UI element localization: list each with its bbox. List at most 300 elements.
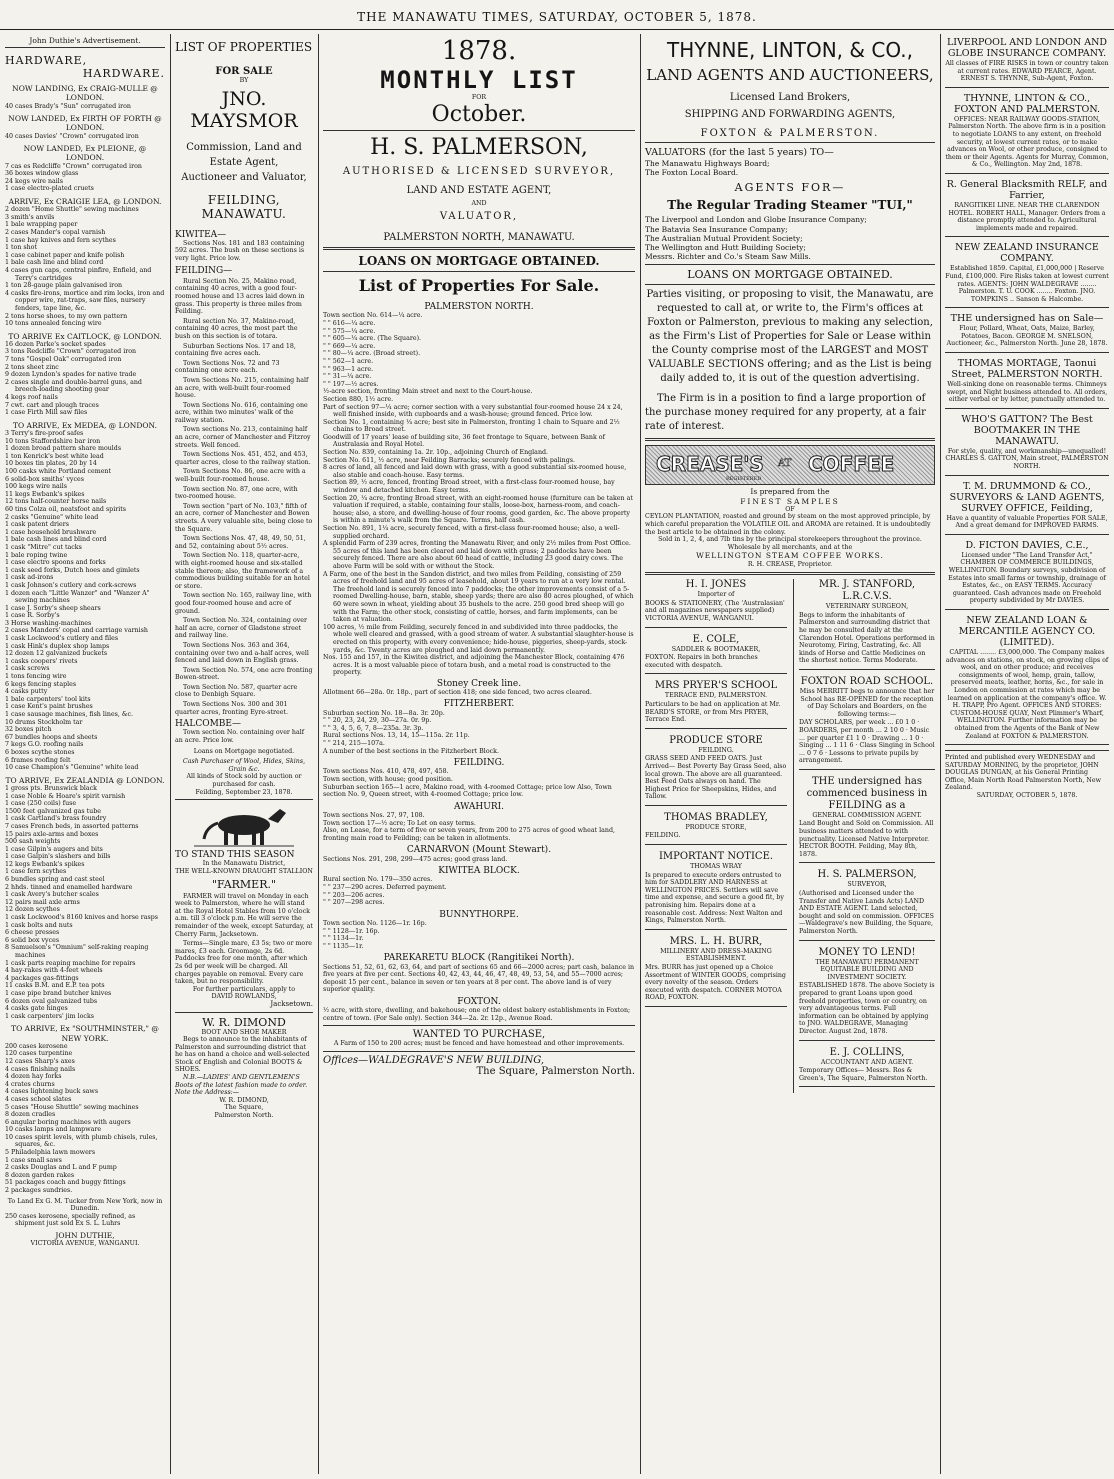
right-ads-column [940, 34, 1114, 1474]
shipment-item: 12 tons half-counter horse nails [5, 498, 107, 506]
printed-by: Printed and published every WEDNESDAY and SATURDAY MORNING, by the proprietor, JOHN DOUGLAS DUNGAN, at his General Printing Office, Main North Road Palmerston North, New Zealand. [945, 754, 1101, 792]
pn-property-item: ½-acre section, fronting Main street and next to the Court-house. [323, 388, 533, 396]
right-ad-body: CAPITAL ........ £3,000,000. The Company makes advances on stations, on stock, on growing clips of wool, and on other produce; and receives consignments of wool, hemp, grain, tallow, preserved meats, leather, horns, &c., for sale in London on commission at rates which may be learned on application at the company's office. W. H. TRAPP, Pro Agent. OFFICES AND STORES: CUSTOM-HOUSE QUAY, Next Plimmer's Wharf, WELLINGTON. Further information may be obtained from the Agents of the Bank of New Zealand at FOXTON & PALMERSTON. [945, 648, 1109, 740]
duthie-column [0, 34, 170, 1474]
stand-heading: TO STAND THIS SEASON [175, 850, 295, 861]
fitz-line: Rural sections Nos. 13, 14, 15—115a. 2r. 11p. [323, 732, 470, 740]
shipment-item: 4 cases school slates [5, 1095, 72, 1103]
shipment-item: 16 dozen Parke's socket spades [5, 340, 106, 348]
shipment-item: 1 case R. Sorby's [5, 612, 60, 620]
maysmor-line-1: Commission, Land and [186, 141, 302, 153]
stand-sub: In the Manawatu District, [202, 860, 286, 868]
shipment-item: 7 cases French beds, in assorted patterns [5, 822, 139, 830]
pn-section-line: " " 963—1 acre. [323, 365, 374, 373]
pn-property-item: Section No. 839, containing 1a. 2r. 10p., adjoining Church of England. [323, 449, 549, 457]
shipment-item: 6 frames roofing felt [5, 756, 71, 764]
farmer-name: "FARMER." [211, 877, 277, 891]
palmerson-title: AUTHORISED & LICENSED SURVEYOR, [342, 165, 616, 177]
kiwitea-block-line: " " 237—290 acres. Deferred payment. [323, 884, 447, 891]
feilding-item: Town sections No. 213, containing half an acre, corner of Manchester and Fitzroy streets. Well fenced. [175, 426, 311, 449]
shipment-item: 1 case Noble & Hoare's spirit varnish [5, 792, 126, 800]
for-label: FOR [471, 94, 487, 101]
shipment-item: 7 tons "Gospel Oak" corrugated iron [5, 356, 122, 364]
shipment-item: 6 solid box vyces [5, 936, 60, 944]
agent-2: The Batavia Sea Insurance Company; [645, 224, 788, 234]
pn-property-item: A Farm, one of the best in the Sandon district, and two miles from Feilding, consisting of 259 acres of freehold land and 95 acres of leasehold, about 19 years to run at a very low rental. The freehold land is securely fenced into 7 paddocks; the other improvements consist of a 5-roomed Dwelling-house, barn, stable, sheep yards; there are also 80 acres ploughed, of which 60 were sown in wheat, yielding about 35 bushels to the acre. 250 good bred sheep will go with the Farm; the other stock, consisting of cattle, horses, and farm implements, can be taken at valuation. [323, 570, 634, 624]
shipment-item: 10 case Champion's "Genuine" white lead [5, 764, 139, 772]
shipment-item: 3 Horse washing-machines [5, 619, 92, 627]
awahuri-line: Also, on Lease, for a term of five or seven years, from 200 to 275 acres of good wheat land, fronting main road to Feilding; can be taken in allotments. [323, 827, 615, 842]
small-ad-heading: H. S. PALMERSON, [817, 869, 917, 881]
for-sale: FOR SALE [215, 66, 273, 77]
pn-property-item: Goodwill of 17 years' lease of building site, 36 feet frontage to Square, between Bank of Australasia and Royal Hotel. [323, 433, 605, 449]
awahuri-list [323, 812, 635, 842]
small-ad-sub: SADDLER & BOOTMAKER, [671, 645, 761, 653]
carnarvon-heading: CARNARVON (Mount Stewart). [406, 845, 552, 856]
thynne-parties: Parties visiting, or proposing to visit, the Manawatu, are requested to call at, or write to, the Firm's offices at Foxton or Palmerston, previous to making any selection, as the Firm's List of Properties for Sale or Lease within the County comprise most of the LARGEST and MOST VALUABLE SECTIONS offering; and as the List is being daily added to, it is out of the question advertising. [646, 289, 934, 385]
shipment-item: 2 cases single and double-barrel guns, and breech-loading shooting gear [5, 378, 142, 394]
small-ad [645, 579, 787, 627]
right-ads-list [945, 37, 1109, 745]
shipment-item: 2 cases Mander's copal varnish [5, 228, 106, 236]
valuator-2: The Foxton Local Board. [645, 168, 739, 178]
shipment-item: 1 gross pts. Brunswick black [5, 784, 97, 792]
small-ad-sub: THE MANAWATU PERMANENT EQUITABLE BUILDING AND INVESTMENT SOCIETY. [815, 958, 919, 981]
maysmor-line-2: Estate Agent, [209, 156, 279, 168]
small-ad-body: Is prepared to execute orders entrusted to him for SADDLERY AND HARNESS at WELLINGTON PRICES. Settlers will save time and expense, and secure a good fit, by patronising him. Repairs done at a reasonable cost. Address: Next Walton and Kings, Palmerston North. [645, 871, 784, 925]
shipment-item: 4 cases lightening buck saws [5, 1088, 99, 1096]
pn-section-line: " " 31—¼ acre. [323, 373, 372, 381]
small-ad-sub: TERRACE END, PALMERSTON. [664, 692, 768, 700]
shipment-item: 1 bale cash line and blind cord [5, 259, 104, 267]
feilding-item: Town Sections Nos. 451, 452, and 453, quarter acres, close to the railway station. [175, 451, 311, 466]
shipment-item: 120 cases turpentine [5, 1050, 73, 1058]
coffee-registered: REGISTERED [726, 476, 762, 483]
feilding-list [175, 278, 313, 716]
pn-section-line: " " 669—¼ acre. [323, 342, 376, 350]
shipment-item: 2 dozen "Home Shuttle" sewing machines [5, 206, 139, 214]
kiwitea-block-line: " " 207—298 acres. [323, 899, 385, 907]
foxton-text: ½ acre, with store, dwelling, and bakehouse; one of the oldest bakery establishments in Foxton; centre of town. (For Sale only). Section 344—2a. 2r. 12p., Avenue Road. [323, 1007, 631, 1022]
small-ad [645, 936, 787, 1007]
shipment-item: 40 cases Brady's "Sun" corrugated iron [5, 102, 131, 110]
shipment-item: 2 casks "Genuine" white lead [5, 513, 99, 521]
shipment-item: 1 bale wrapping paper [5, 221, 78, 229]
coffee-works: WELLINGTON STEAM COFFEE WORKS. [696, 551, 884, 561]
feilding-item: Town Sections No. 215, containing half an acre, with well-built four-roomed house. [175, 376, 309, 400]
pn-property-item: Section No. 891, 1¼ acre, securely fenced, with a first-class four-roomed house; also, a well-supplied orchard. [323, 525, 620, 540]
maysmor-place: FEILDING, MANAWATU. [201, 192, 287, 221]
loans-heading: LOANS ON MORTGAGE OBTAINED. [358, 254, 600, 269]
shipment-item: 11 kegs Ewbank's spikes [5, 490, 85, 498]
coffee-of: OF [785, 505, 795, 513]
shipment-item: 1 bale roping twine [5, 551, 68, 559]
small-ad-body: FEILDING. [645, 832, 681, 840]
small-ad-sub: GENERAL COMMISSION AGENT. [812, 811, 922, 819]
shipment-item: 1 cask Hink's duplex shop lamps [5, 642, 110, 650]
kiwitea-block-line: " " 203—206 acres. [323, 891, 385, 899]
palmerson-name: H. S. PALMERSON, [370, 134, 588, 160]
right-ad-body: RANGITIKEI LINE. NEAR THE CLARENDON HOTEL. ROBERT HALL, Manager. Orders from a distance promptly attended to. Agricultural implements made and repaired. [948, 201, 1106, 232]
pn-property-item: 8 acres of land, all fenced and laid down with grass, with a good substantial six-roomed house, also stable and coach-house. Easy terms. [323, 464, 627, 479]
small-ad-sub: SURVEYOR, [847, 881, 887, 889]
palmerson-column [318, 34, 640, 1474]
valuators-heading: VALUATORS (for the last 5 years) TO— [645, 147, 834, 158]
shipment-item: 1 cask Johnson's cutlery and cork-screws [5, 581, 137, 589]
shipment-item: 11 casks B.M. and E.P. tea pots [5, 982, 105, 990]
feilding-item: Town Section No. 324, containing over half an acre, corner of Gladstone street and railway line. [175, 617, 308, 640]
valuator-1: The Manawatu Highways Board; [645, 159, 770, 168]
feilding-item: Rural Section No. 25, Makino road, containing 40 acres, with a good four-roomed house and 13 acres laid down in grass. This property is three miles from Feilding. [175, 277, 305, 316]
shipment-item: 1 ton shot [5, 244, 37, 252]
shipment-item: 1 cask seed forks, Dutch hoes and gimlets [5, 566, 140, 574]
pn-property-item: Section No. 1, containing ¼ acre; best site in Palmerston, fronting 1 chain to Square and 2½ chains to Broad street. [323, 418, 620, 434]
shipment-item: 10 casks lamps and lampware [5, 1126, 102, 1134]
fitz-list [323, 710, 635, 756]
kiwitea-text: Sections Nos. 181 and 183 containing 592 acres. The bush on these sections is very light. Price low. [175, 239, 305, 262]
shipment-item: 3 smith's anvils [5, 213, 55, 221]
pn-section-line: Town section No. 614—¼ acre. [323, 312, 423, 320]
awahuri-line: Town sections Nos. 27, 97, 108. [323, 812, 425, 820]
shipment-item: 6 kegs fencing staples [5, 680, 77, 688]
fitz-line: " " 214, 215—107a. [323, 740, 385, 748]
coffee-word: COFFEE [808, 452, 895, 477]
right-ad-heading: T. M. DRUMMOND & CO., SURVEYORS & LAND AGENTS, SURVEY OFFICE, Feilding, [949, 480, 1105, 514]
carnarvon-text: Sections Nos. 291, 298, 299—475 acres; good grass land. [323, 855, 508, 863]
shipment-heading: TO ARRIVE, Ex "SOUTHMINSTER," @ NEW YORK. [11, 1024, 159, 1043]
awahuri-line: Town section 17—½ acre; To Let on easy terms. [323, 819, 476, 827]
dimond-nb: N.B.—LADIES' AND GENTLEMEN'S Boots of the latest fashion made to order. [175, 1074, 308, 1089]
shipment-item: 1 case cabinet paper and knife polish [5, 251, 125, 259]
shipment-heading: TO ARRIVE, Ex MEDEA, @ LONDON. [13, 420, 157, 430]
hardware-heading-2: HARDWARE. [82, 67, 165, 81]
shipment-item: 9 dozen Lyndon's spades for native trade [5, 371, 137, 379]
small-ads-grid [645, 579, 935, 1093]
shipment-item: 2 tons horse shoes, to my own pattern [5, 312, 128, 320]
shipment-item: 12 cases Sharp's axes [5, 1057, 75, 1065]
shipment-item: 6 solid-box smiths' vyces [5, 475, 84, 483]
small-ad-body: DAY SCHOLARS, per week ... £0 1 0 · BOARDERS, per month ... 2 10 0 · Music ... per quarter £1 1 0 · Drawing ... 1 0 · Singing ... 1 11 6 · Class Singing in School ... 0 7 6 · Lessons to private pupils by arrangement. [799, 719, 935, 765]
feilding-heading: FEILDING. [453, 758, 505, 769]
thynne-ship: SHIPPING AND FORWARDING AGENTS, [684, 109, 896, 120]
thynne-places: FOXTON & PALMERSTON. [700, 128, 880, 139]
dimond-sub: BOOT AND SHOE MAKER [201, 1028, 287, 1036]
right-ad-heading: NEW ZEALAND INSURANCE COMPANY. [955, 242, 1099, 265]
right-ad-heading: THOMAS MORTAGE, Taonui Street, PALMERSTON NORTH. [951, 358, 1103, 381]
stoney-heading: Stoney Creek line. [436, 678, 522, 689]
shipment-item: 2 tons sheet zinc [5, 363, 59, 371]
small-ad [799, 776, 935, 864]
shipment-item: 100 kegs wire nails [5, 483, 68, 491]
feilding-item: Town section No. 165, railway line, with good four-roomed house and acre of ground. [175, 592, 312, 615]
shipment-item: 1 cask "Mitre" cut tacks [5, 543, 82, 551]
small-ad [645, 680, 787, 728]
stoney-text: Allotment 66—28a. 0r. 18p., part of section 418; one side fenced, two acres cleared. [323, 688, 592, 696]
bunnythorpe-heading: BUNNYTHORPE. [439, 909, 519, 920]
small-ad [645, 851, 787, 930]
feilding-item: Town Sections Nos. 72 and 73 containing one acre each. [175, 359, 280, 375]
right-ad [945, 37, 1109, 88]
right-ad [945, 179, 1109, 237]
small-ad-body: Land Bought and Sold on Commission. All business matters attended to with punctuality. Licensed Native Interpreter. HECTOR BOOTH. Feilding, May 8th, 1878. [799, 820, 934, 858]
right-ad-body: Have a quantity of valuable Properties FOR SALE, And a great demand for IMPROVED FARMS. [946, 514, 1108, 530]
shipment-heading: ARRIVE, Ex CRAIGIE LEA, @ LONDON. [8, 196, 162, 206]
agent-5: Messrs. Richter and Co.'s Steam Saw Mills. [645, 252, 811, 262]
shipment-item: 8 Samuelson's "Omnium" self-raking reaping machines [5, 944, 149, 960]
pn-section-list [323, 312, 635, 388]
shipment-item: 100 casks white Portland cement [5, 468, 112, 475]
feilding-item: Town section "part of No. 103," fifth of an acre, corner of Manchester and Bowen streets. A very valuable site, being close to the Square. [175, 502, 313, 533]
right-ad-body: Established 1859. Capital, £1,000,000 | Reserve Fund, £100,000. Fire Risks taken at lowest current rates. AGENTS: JOHN WALDEGRAVE ........ Palmerston. T. U. COOK ........ Foxton. JNO. TOMPKINS .. Sanson & Halcombe. [945, 265, 1109, 303]
shipment-item: 4 dozen hay forks [5, 1073, 62, 1081]
small-ad-sub: PRODUCE STORE, [685, 823, 747, 831]
shipment-item: 4 cases finishing nails [5, 1065, 76, 1073]
shipment-item: 2 hhds. tinned and enamelled hardware [5, 883, 133, 891]
coffee-crease: R. H. CREASE, Proprietor. [747, 560, 833, 568]
small-ad-sub: Miss MERRITT begs to announce that her School has RE-OPENED for the reception of Day Scholars and Boarders, on the following terms:— [799, 687, 935, 718]
right-ad-body: For style, quality, and workmanship—unequalled! CHARLES S. GATTON, Main street, PALMERSTON NORTH. [945, 447, 1109, 471]
and-label: AND [471, 199, 487, 207]
agents-heading: AGENTS FOR— [734, 181, 846, 195]
thynne-loans: LOANS ON MORTGAGE OBTAINED. [687, 268, 893, 282]
shipment-item: 1 case (250 coils) fuse [5, 800, 77, 808]
shipment-item: 1 case Kent's paint brushes [5, 703, 93, 711]
shipment-item: 1 cask Lockwood's 8160 knives and horse rasps [5, 914, 158, 922]
pn-heading: PALMERSTON NORTH. [424, 302, 534, 313]
pn-property-item: Section 89, ½ acre, fenced, fronting Broad street, with a first-class four-roomed house, bay window and detached kitchen. Easy terms. [323, 479, 615, 495]
shipment-item: 2 casks Douglas and L and F pump [5, 1164, 117, 1172]
shipment-item: 1 cask bolts and nuts [5, 921, 73, 929]
offices-line: Offices—WALDEGRAVE'S NEW BUILDING, [323, 1054, 545, 1066]
shipment-item: 1 dozen each "Little Wanzer" and "Wanzer A" sewing machines [5, 589, 150, 605]
small-ad [645, 812, 787, 845]
small-ad [645, 634, 787, 675]
shipment-item: 1 case electro spoons and forks [5, 559, 106, 567]
shipment-item: 10 boxes tin plates, 20 by 14 [5, 460, 97, 468]
small-ad-heading: E. J. COLLINS, [829, 1046, 905, 1058]
shipment-item: 4 hay-rakes with 4-feet wheels [5, 967, 103, 975]
pn-property-item: Section 20, ¼ acre, fronting Broad street, with an eight-roomed house (furniture can be taken at valuation if required, a stable, containing four stalls, loose-box, harness-room, and coach-house; also, a store, and dwelling-house of four rooms, good garden, &c. The above property is within a minute's walk from the Square. Terms, half cash. [323, 494, 633, 525]
shipment-item: 7 cas es Redcliffe "Crown" corrugated iron [5, 162, 142, 170]
right-ad-heading: LIVERPOOL AND LONDON AND GLOBE INSURANCE COMPANY. [946, 37, 1108, 59]
shipment-item: 12 pairs mail axle arms [5, 898, 80, 906]
shipment-heading: TO ARRIVE Ex CAITLOCK, @ LONDON. [8, 331, 162, 341]
dimond-note: Note the Address:— [175, 1089, 240, 1097]
shipment-item: 6 cheese presses [5, 929, 60, 937]
list-heading: List of Properties For Sale. [358, 276, 600, 296]
small-ad-heading: IMPORTANT NOTICE. [658, 851, 774, 863]
shipment-item: 200 cases kerosene [5, 1042, 68, 1050]
fitz-line: A number of the best sections in the Fitzherbert Block. [323, 747, 499, 755]
shipment-item: 67 bundles hoops and sheets [5, 733, 98, 741]
palmerson-place: PALMERSTON NORTH, MANAWATU. [383, 232, 575, 244]
coffee-sold: Sold in 1, 2, 4, and 7lb tins by the principal storekeepers throughout the province. [658, 536, 922, 544]
small-ad [799, 676, 935, 770]
palmerson-valuator: VALUATOR, [439, 211, 519, 223]
shipment-item: 1 cask carpenters' jim locks [5, 1012, 94, 1020]
shipment-item: 1 cask screws [5, 665, 50, 673]
right-ad [945, 615, 1109, 745]
kiwitea-heading: KIWITEA— [175, 229, 227, 240]
right-ad [945, 93, 1109, 174]
shipment-item: 1 casks coopers' rivets [5, 657, 78, 665]
wanted-text: A Farm of 150 to 200 acres; must be fenced and have homestead and other improvements. [333, 1040, 625, 1048]
small-ad-sub: ACCOUNTANT AND AGENT. [820, 1058, 914, 1066]
shipment-item: 1 bale cash lines and blind cord [5, 536, 107, 544]
shipment-item: 1 case household brushware [5, 528, 97, 536]
shipment-heading: NOW LANDED, Ex FIRTH OF FORTH @ LONDON. [8, 114, 162, 133]
shipment-list [5, 84, 165, 1194]
dimond-addr-2: The Square, [224, 1104, 264, 1112]
right-ad [945, 414, 1109, 476]
stallion-icon [194, 803, 294, 849]
shipment-item: 2 cases Manders' copal and carriage varnish [5, 627, 148, 635]
shipment-item: 1 case Galpin's slashers and bills [5, 853, 111, 861]
list-of-properties: LIST OF PROPERTIES [175, 40, 313, 54]
kiwitea-block-line: Rural section No. 179—350 acres. [323, 876, 433, 884]
shipment-item: 6 angular boring machines with augers [5, 1118, 131, 1126]
small-ad-heading: H. I. JONES [685, 579, 747, 591]
right-ad-heading: D. FICTON DAVIES, C.E., [965, 539, 1089, 551]
shipment-item: 5 cases "House Shuttle" sewing machines [5, 1103, 139, 1111]
small-ad-heading: PRODUCE STORE [669, 734, 763, 746]
fitz-heading: FITZHERBERT. [443, 699, 515, 710]
shipment-item: 1 case electro-plated cruets [5, 185, 94, 193]
parekaretu-text: Sections 51, 52, 61, 62, 63, 64, and part of sections 65 and 66—2000 acres; part cash, balance in five years at five per cent. Sections 40, 42, 43, 44, 46, 47, 48, 49, 53, 54, and 55—7000 acres; deposit 15 per cent., balance in seven or ten years at 8 per cent. The above land is of very superior quality. [323, 963, 635, 994]
shipment-heading: TO ARRIVE, Ex ZEALANDIA @ LONDON. [5, 775, 165, 785]
shipment-item: 51 packages coach and buggy fittings [5, 1179, 126, 1187]
shipment-item: 15 pairs axle-arms and boxes [5, 830, 99, 838]
shipment-item: 1 tons fencing wire [5, 673, 67, 681]
stallion-label: THE WELL-KNOWN DRAUGHT STALLION [175, 868, 313, 875]
shipment-item: 1 cask Lockwood's cutlery and files [5, 635, 119, 643]
feilding-item: Town Sections Nos. 47, 48, 49, 50, 51, and 52, containing about 5½ acres. [175, 535, 306, 550]
shipment-item: 6 boxes scythe stones [5, 748, 75, 756]
maysmor-column [170, 34, 318, 1474]
shipment-item: 1 dozen broad pattern share moulds [5, 445, 122, 453]
shipment-item: 24 kegs wire nails [5, 177, 64, 185]
coffee-finest: FINEST SAMPLES [740, 496, 840, 506]
right-ad [945, 358, 1109, 409]
parekaretu-heading: PAREKARETU BLOCK (Rangitikei North). [383, 953, 575, 964]
small-ad-heading: MR. J. STANFORD, L.R.C.V.S. [818, 579, 916, 603]
small-ad [799, 1047, 935, 1088]
pn-property-item: Section No. 611, ½ acre, near Feilding Barracks; securely fenced with palings. [323, 456, 575, 464]
monthly-list-heading: MONTHLY LIST [380, 66, 578, 94]
halcombe-text: Town section No. containing over half an acre. Price low. [175, 729, 305, 745]
rowlands-name: DAVID ROWLANDS, [211, 993, 277, 1001]
small-ad-sub: THOMAS WRAY [690, 863, 742, 871]
fitz-line: Suburban section No. 18—8a. 3r. 20p. [323, 709, 445, 717]
square-line: The Square, Palmerston North. [476, 1065, 635, 1077]
stand-terms: Terms—Single mare, £3 5s; two or more mares, £3 each. Groomage, 2s 6d. Paddocks free for one month, after which 2s 6d per week will be charged. All charges payable on removal. Every care taken, but no responsibility. [175, 940, 312, 986]
pn-section-line: " " 605—¼ acre. (The Square). [323, 335, 422, 343]
pn-property-list [323, 388, 635, 677]
shipment-heading: NOW LANDED, Ex PLEIONE, @ LONDON. [23, 144, 147, 163]
small-ad-body: Particulars to be had on application at Mr. BEARD'S STORE, or from Mrs PRYER, Terrace End. [645, 700, 781, 724]
year-heading: 1878. [441, 36, 517, 66]
pn-property-item: Nos. 155 and 157, in the Kiwitea district, and adjoining the Manchester Block, containing 476 acres. It is a most valuable piece of totara bush, and a metal road is constructed to the property. [323, 654, 625, 677]
coffee-banner [645, 445, 935, 485]
shipment-item: 10 tons annealed fencing wire [5, 320, 102, 328]
footer-tucker: To Land Ex G. M. Tucker from New York, now in Dunedin. [7, 1197, 163, 1213]
small-ad-sub: VETERINARY SURGEON, [825, 603, 909, 611]
shipment-item: 4 packages gas-fittings [5, 974, 79, 982]
dimond-addr-1: W. R. DIMOND, [219, 1096, 269, 1104]
shipment-item: 6 dozen oval galvanized tubs [5, 997, 98, 1005]
bunnythorpe-list [323, 920, 635, 950]
shipment-item: 8 dozen cradles [5, 1111, 56, 1119]
thynne-sub: LAND AGENTS AND AUCTIONEERS, [646, 66, 934, 84]
duthie-header: John Duthie's Advertisement. [5, 34, 165, 48]
feilding-item: Town Section No. 118, quarter-acre, with eight-roomed house and six-stalled stable thereon; also, the framework of a commodious building suitable for an hotel or store. [175, 552, 310, 590]
small-ad-sub: MILLINERY AND DRESS-MAKING ESTABLISHMENT. [660, 947, 772, 963]
right-ad-body: Flour, Pollard, Wheat, Oats, Maize, Barley, Potatoes, Bacon. GEORGE M. SNELSON, Auctioneer, &c., Palmerston North. June 28, 1878. [946, 325, 1108, 348]
right-ad [945, 481, 1109, 535]
loans-text: Loans on Mortgage negotiated. [193, 747, 295, 755]
shipment-item: 4 cases gun caps, central pinfire, Enfield, and Terry's cartridges [5, 266, 152, 282]
small-ad [799, 579, 935, 670]
feilding-item: Town Section No. 587, quarter acre close to Denbigh Square. [175, 683, 298, 699]
shipment-item: 4 casks gate hinges [5, 1005, 68, 1013]
right-ad [945, 540, 1109, 610]
shipment-item: 10 drums Stockholm tar [5, 718, 83, 726]
agent-1: The Liverpool and London and Globe Insurance Company; [645, 215, 867, 225]
feilding-item: Town Section No. 574, one acre fronting Bowen-street. [175, 666, 313, 682]
by-label: BY [239, 77, 249, 84]
shipment-item: 3 Terry's fire-proof safes [5, 430, 84, 438]
feilding-list [323, 768, 635, 798]
small-ad-heading: THE undersigned has commenced business in FEILDING as a [806, 775, 928, 811]
small-ad-body: GRASS SEED AND FEED OATS. Just Arrived— Best Poverty Bay Grass Seed, also local grown. The above are all guaranteed. Best Feed Oats always on hand. The Highest Price for Sheepskins, Hides, and Tallow. [645, 755, 787, 801]
shipment-item: 1 case J. Sorby's sheep shears [5, 604, 101, 612]
shipment-item: 7 kegs G.O. roofing nails [5, 741, 84, 749]
hardware-heading-1: HARDWARE, [5, 54, 88, 68]
awahuri-heading: AWAHURI. [453, 801, 505, 812]
pn-property-item: Section 880, 1½ acre. [323, 395, 394, 403]
feilding-item: Town Sections Nos. 363 and 364, containing over two and a-half acres, well fenced and laid down in English grass. [175, 641, 309, 665]
kiwitea-block-list [323, 876, 635, 906]
cash-purchaser: Cash Purchaser of Wool, Hides, Skins, Grain &c. [182, 758, 306, 773]
duthie-address: VICTORIA AVENUE, WANGANUI. [30, 1240, 140, 1248]
right-ad [945, 313, 1109, 353]
apply-text: For further particulars, apply to [192, 985, 296, 993]
small-ads-right [793, 579, 935, 1093]
fitz-line: " " 3, 4, 5, 6, 7, 8—235a. 3r. 3p. [323, 724, 424, 732]
shipment-item: 4 crates churns [5, 1080, 55, 1088]
shipment-item: 1 case pipe brand butcher knives [5, 989, 112, 997]
coffee-at: AT [778, 458, 792, 470]
shipment-item: 12 dozen 12 galvanized buckets [5, 650, 108, 658]
palmerson-agent: LAND AND ESTATE AGENT, [406, 184, 552, 196]
dimond-text: Begs to announce to the inhabitants of Palmerston and surrounding district that he has on hand a choice and well-selected Stock of English and Colonial BOOTS & SHOES. [175, 1036, 310, 1074]
small-ad [645, 735, 787, 806]
thynne-column [640, 34, 940, 1474]
agent-4: The Wellington and Hutt Building Society; [645, 243, 806, 253]
halcombe-heading: HALCOMBE— [175, 719, 241, 730]
small-ad-heading: MONEY TO LEND! [818, 946, 916, 958]
shipment-item: 60 tins Colza oil, neatsfoot and spirits [5, 505, 127, 513]
maysmor-name: JNO. MAYSMOR [190, 87, 298, 132]
small-ad-body: FOXTON. Repairs in both branches executed with despatch. [645, 654, 758, 669]
coffee-brand: CREASE'S [656, 452, 764, 477]
shipment-item: 1 bale carpenters' tool kits [5, 695, 91, 703]
small-ad-heading: THOMAS BRADLEY, [664, 811, 768, 823]
shipment-item: 1 cask ad-irons [5, 574, 54, 582]
right-ad-heading: R. General Blacksmith RELF, and Farrier, [946, 178, 1108, 201]
small-ad-heading: MRS PRYER'S SCHOOL [654, 680, 778, 692]
shipment-item: 1 cask Avery's butcher scales [5, 891, 99, 899]
